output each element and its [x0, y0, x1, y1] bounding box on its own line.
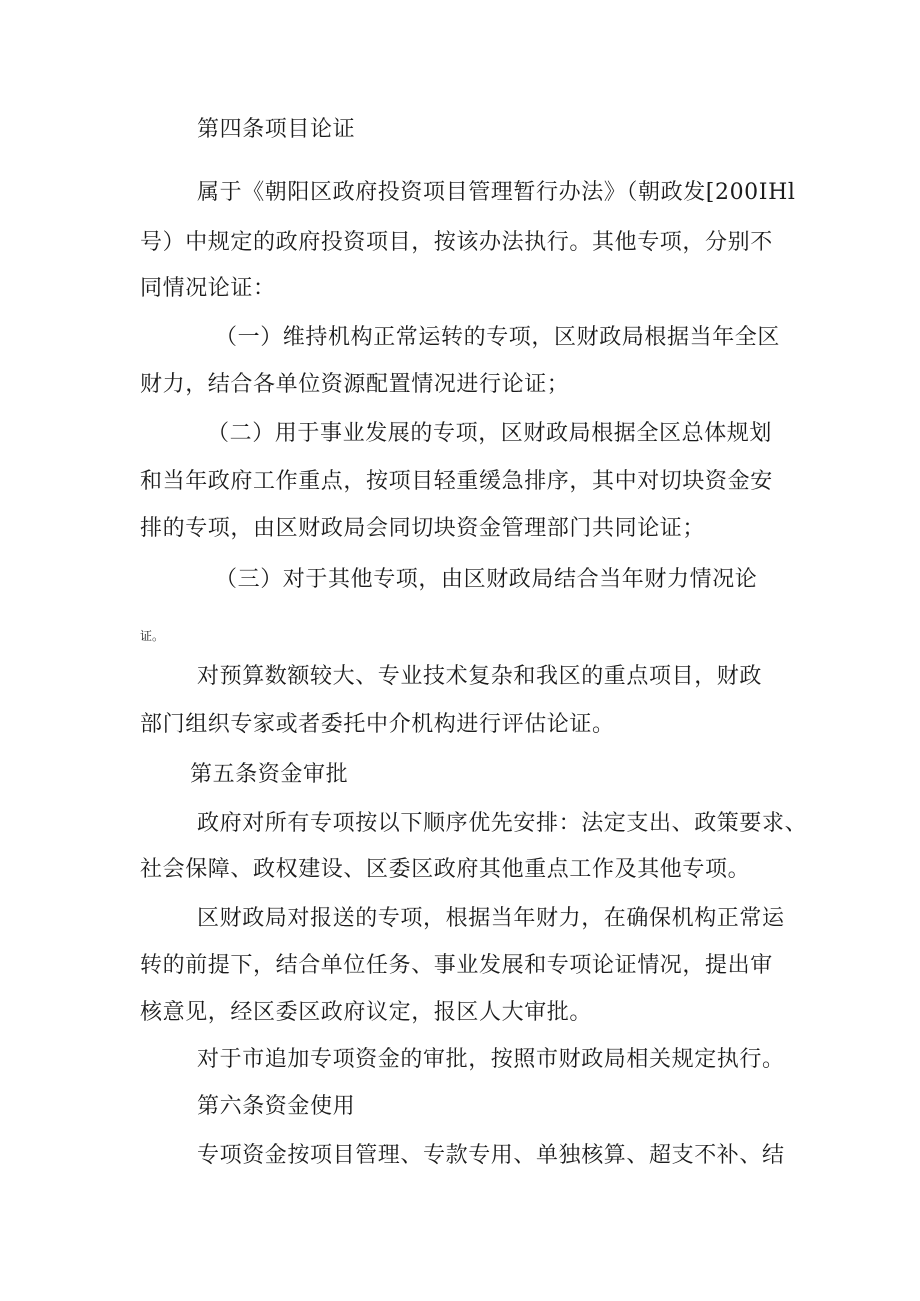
article-5-heading: 第五条资金审批: [190, 762, 349, 787]
article-4-item-1-line-1: （一）维持机构正常运转的专项，区财政局根据当年全区: [215, 325, 781, 350]
article-4-item-2-line-2: 和当年政府工作重点，按项目轻重缓急排序，其中对切块资金安: [140, 469, 773, 494]
article-5-city-funds-line: 对于市追加专项资金的审批，按照市财政局相关规定执行。: [197, 1047, 785, 1072]
article-4-intro-line-1: 属于《朝阳区政府投资项目管理暂行办法》（朝政发[200IHl: [197, 180, 796, 205]
article-4-item-3-line-1: （三）对于其他专项，由区财政局结合当年财力情况论: [215, 567, 758, 592]
article-4-item-2-line-3: 排的专项，由区财政局会同切块资金管理部门共同论证；: [140, 516, 706, 541]
article-4-item-3-line-2: 证。: [140, 629, 165, 643]
article-5-review-line-3: 核意见，经区委区政府议定，报区人大审批。: [140, 1000, 593, 1025]
article-4-item-1-line-2: 财力，结合各单位资源配置情况进行论证；: [140, 372, 570, 397]
article-4-heading: 第四条项目论证: [197, 117, 356, 142]
article-5-review-line-1: 区财政局对报送的专项，根据当年财力，在确保机构正常运: [197, 906, 785, 931]
article-4-expert-review-line-2: 部门组织专家或者委托中介机构进行评估论证。: [140, 712, 615, 737]
article-4-intro-line-3: 同情况论证：: [140, 276, 276, 301]
article-6-heading: 第六条资金使用: [197, 1094, 356, 1119]
article-5-priority-line-1: 政府对所有专项按以下顺序优先安排：法定支出、政策要求、: [197, 811, 808, 836]
article-6-first-line: 专项资金按项目管理、专款专用、单独核算、超支不补、结: [197, 1143, 785, 1168]
article-5-priority-line-2: 社会保障、政权建设、区委区政府其他重点工作及其他专项。: [140, 857, 751, 882]
article-4-intro-line-2: 号）中规定的政府投资项目，按该办法执行。其他专项，分别不: [140, 230, 773, 255]
article-4-expert-review-line-1: 对预算数额较大、专业技术复杂和我区的重点项目，财政: [197, 664, 763, 689]
article-4-item-2-line-1: （二）用于事业发展的专项，区财政局根据全区总体规划: [207, 421, 773, 446]
article-5-review-line-2: 转的前提下，结合单位任务、事业发展和专项论证情况，提出审: [140, 953, 773, 978]
